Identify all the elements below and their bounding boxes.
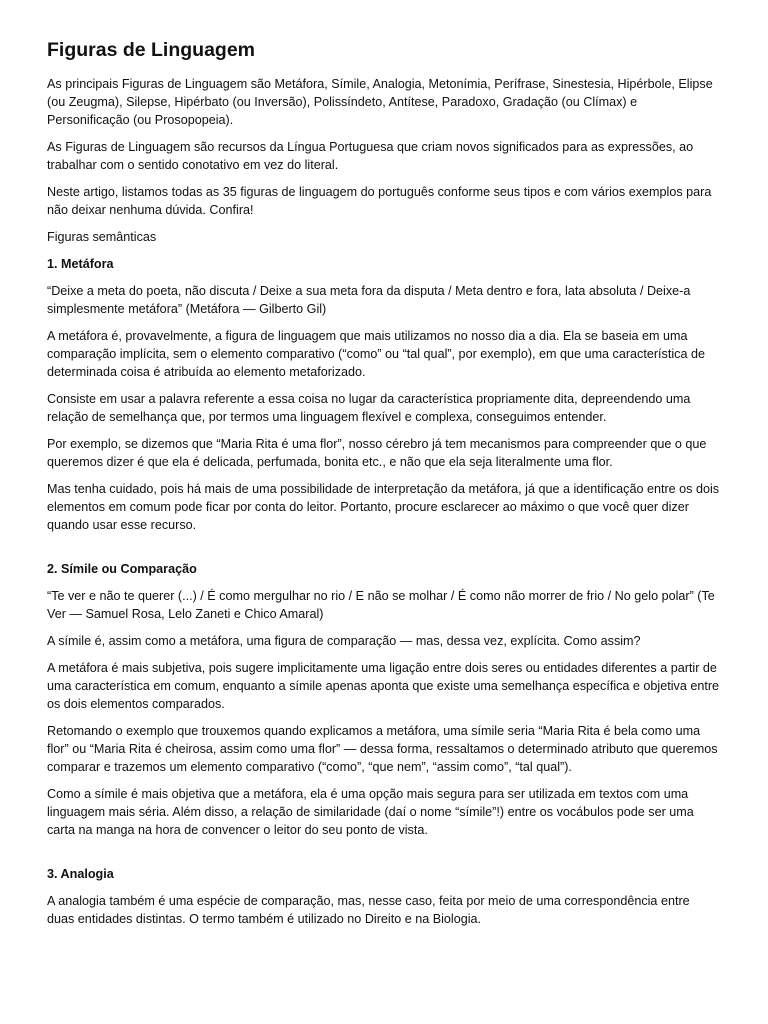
body-paragraph: Por exemplo, se dizemos que “Maria Rita é uma flor”, nosso cérebro já tem mecanismos para compreender que o que queremos dizer é que ela é delicada, perfumada, bonita etc., e não que ela seja literalmente uma flor. [47,437,707,470]
body-paragraph: “Deixe a meta do poeta, não discuta / Deixe a sua meta fora da disputa / Meta dentro e fora, lata absoluta / Deixe-a simplesmente metáfora” (Metáfora — Gilberto Gil) [47,284,691,317]
section-heading-metafora: 1. Metáfora [47,257,114,272]
category-label: Figuras semânticas [47,230,157,245]
body-paragraph: A metáfora é mais subjetiva, pois sugere implicitamente uma ligação entre dois seres ou entidades diferentes a partir de uma característica em comum, enquanto a símile apenas aponta que existe uma semelhança específica e objetiva entre os dois elementos comparados. [47,661,720,712]
body-paragraph: Mas tenha cuidado, pois há mais de uma possibilidade de interpretação da metáfora, já que a identificação entre os dois elementos em comum pode ficar por conta do leitor. Portanto, procure esclarecer ao máximo o que você quer dizer quando usar esse recurso. [47,482,720,533]
body-paragraph: Consiste em usar a palavra referente a essa coisa no lugar da característica propriamente dita, depreendendo uma relação de semelhança que, por termos uma linguagem flexível e complexa, conseguimos entender. [47,392,691,425]
body-paragraph: A símile é, assim como a metáfora, uma figura de comparação — mas, dessa vez, explícita. Como assim? [47,634,641,649]
section-spacer [47,543,720,560]
body-paragraph: A metáfora é, provavelmente, a figura de linguagem que mais utilizamos no nosso dia a dia. Ela se baseia em uma comparação implícita, sem o elemento comparativo (“como” ou “tal qual”, por exemplo), em que uma característica de determinada coisa é atribuída ao elemento metaforizado. [47,329,705,380]
body-paragraph: “Te ver e não te querer (...) / É como mergulhar no rio / E não se molhar / É como não morrer de frio / No gelo polar” (Te Ver — Samuel Rosa, Lelo Zaneti e Chico Amaral) [47,589,715,622]
section-spacer [47,848,720,865]
intro-paragraph: As Figuras de Linguagem são recursos da Língua Portuguesa que criam novos significados para as expressões, ao trabalhar com o sentido conotativo em vez do literal. [47,140,694,173]
section-heading-analogia: 3. Analogia [47,867,114,882]
body-paragraph: Retomando o exemplo que trouxemos quando explicamos a metáfora, uma símile seria “Maria Rita é bela como uma flor” ou “Maria Rita é cheirosa, assim como uma flor” — dessa forma, ressaltamos o determinado atributo que queremos comparar e trazemos um elemento comparativo (“como”, “que nem”, “assim como”, “tal qual”). [47,724,718,775]
intro-paragraph: As principais Figuras de Linguagem são Metáfora, Símile, Analogia, Metonímia, Perífrase, Sinestesia, Hipérbole, Elipse (ou Zeugma), Silepse, Hipérbato (ou Inversão), Polissíndeto, Antítese, Paradoxo, Gradação (ou Clímax) e Personificação (ou Prosopopeia). [47,77,713,128]
page-title: Figuras de Linguagem [47,39,256,61]
body-paragraph: Como a símile é mais objetiva que a metáfora, ela é uma opção mais segura para ser utilizada em textos com uma linguagem mais séria. Além disso, a relação de similaridade (daí o nome “símile”!) entre os vocábulos pode ser uma carta na manga na hora de convencer o leitor do seu ponto de vista. [47,787,694,838]
intro-paragraph: Neste artigo, listamos todas as 35 figuras de linguagem do português conforme seus tipos e com vários exemplos para não deixar nenhuma dúvida. Confira! [47,185,712,218]
section-heading-simile: 2. Símile ou Comparação [47,562,197,577]
body-paragraph: A analogia também é uma espécie de comparação, mas, nesse caso, feita por meio de uma correspondência entre duas entidades distintas. O termo também é utilizado no Direito e na Biologia. [47,894,690,927]
